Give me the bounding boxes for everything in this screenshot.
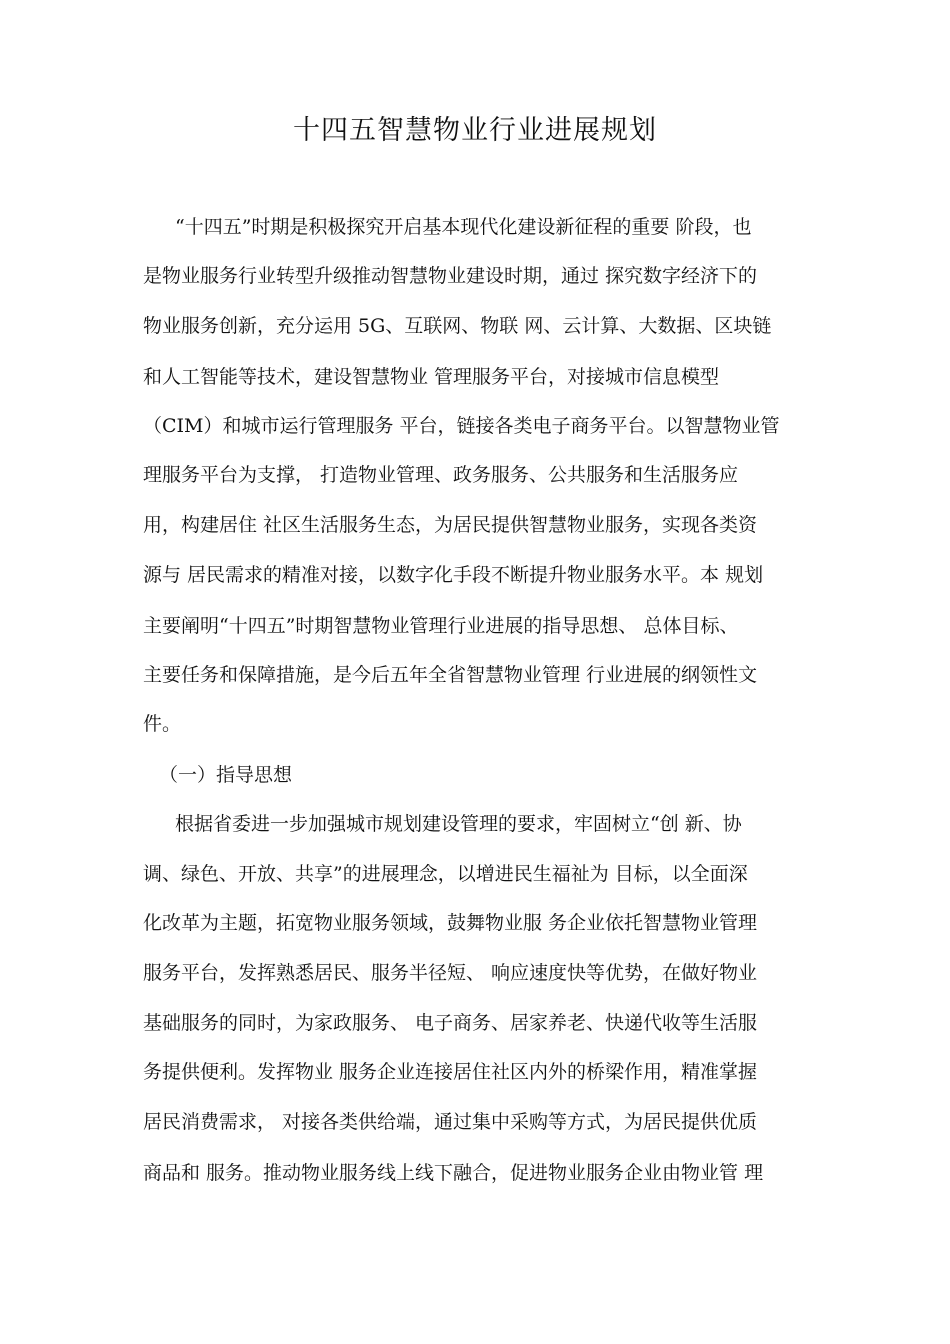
intro-line: 物业服务创新，充分运用 5G、互联网、物联 网、云计算、大数据、区块链 [143, 315, 772, 337]
intro-line: 和人工智能等技术，建设智慧物业 管理服务平台，对接城市信息模型 [143, 366, 720, 388]
intro-line: 理服务平台为支撑， 打造物业管理、政务服务、公共服务和生活服务应 [143, 464, 739, 486]
section-line: 根据省委进一步加强城市规划建设管理的要求，牢固树立“创 新、协 [175, 813, 742, 835]
intro-line: 源与 居民需求的精准对接，以数字化手段不断提升物业服务水平。本 规划 [143, 564, 764, 586]
section-line: 调、绿色、开放、共享”的进展理念，以增进民生福祉为 目标，以全面深 [143, 863, 748, 885]
intro-line: 是物业服务行业转型升级推动智慧物业建设时期，通过 探究数字经济下的 [143, 265, 758, 287]
section-line: 务提供便利。发挥物业 服务企业连接居住社区内外的桥梁作用，精准掌握 [143, 1061, 758, 1083]
section-line: 化改革为主题，拓宽物业服务领域，鼓舞物业服 务企业依托智慧物业管理 [143, 912, 758, 934]
intro-line: 用，构建居住 社区生活服务生态，为居民提供智慧物业服务，实现各类资 [143, 514, 758, 536]
section-line: 服务平台，发挥熟悉居民、服务半径短、 响应速度快等优势，在做好物业 [143, 962, 758, 984]
section-line: 基础服务的同时，为家政服务、 电子商务、居家养老、快递代收等生活服 [143, 1012, 758, 1034]
document-title: 十四五智慧物业行业进展规划 [293, 115, 657, 146]
intro-line: （CIM）和城市运行管理服务 平台，链接各类电子商务平台。以智慧物业管 [143, 415, 780, 437]
intro-line: “十四五”时期是积极探究开启基本现代化建设新征程的重要 阶段，也 [175, 216, 752, 238]
intro-line: 主要阐明“十四五”时期智慧物业管理行业进展的指导思想、 总体目标、 [143, 615, 739, 637]
intro-line: 主要任务和保障措施，是今后五年全省智慧物业管理 行业进展的纲领性文 [143, 664, 758, 686]
section-line: 居民消费需求， 对接各类供给端，通过集中采购等方式，为居民提供优质 [143, 1111, 758, 1133]
section-heading: （一）指导思想 [159, 764, 293, 786]
section-line: 商品和 服务。推动物业服务线上线下融合，促进物业服务企业由物业管 理 [143, 1162, 764, 1184]
intro-line: 件。 [143, 713, 182, 735]
